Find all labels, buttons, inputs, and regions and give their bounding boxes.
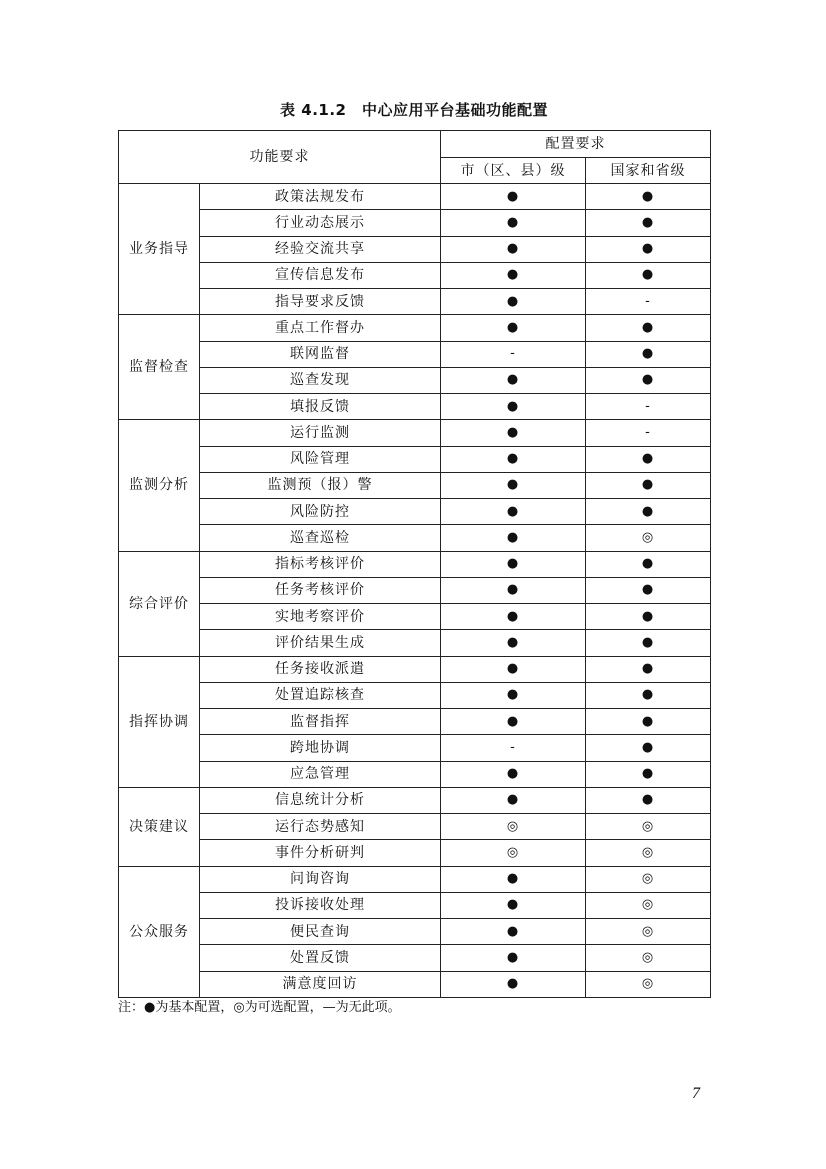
national-level-cell: ●: [586, 236, 711, 262]
city-level-cell: ●: [441, 236, 586, 262]
city-level-cell: ◎: [441, 840, 586, 866]
function-cell: 实地考察评价: [200, 604, 441, 630]
national-level-header: 国家和省级: [586, 158, 711, 184]
table-row: [119, 866, 711, 892]
national-level-cell: ●: [586, 787, 711, 813]
national-level-cell: ●: [586, 315, 711, 341]
city-level-cell: ●: [441, 761, 586, 787]
national-level-cell: ●: [586, 577, 711, 603]
national-level-cell: -: [586, 394, 711, 420]
national-level-cell: ●: [586, 210, 711, 236]
city-level-cell: ●: [441, 315, 586, 341]
function-cell: 事件分析研判: [200, 840, 441, 866]
function-cell: 运行态势感知: [200, 814, 441, 840]
header-row: [119, 131, 711, 158]
table-row: [119, 420, 711, 446]
category-cell: 监测分析: [119, 420, 200, 551]
function-cell: 评价结果生成: [200, 630, 441, 656]
category-cell: 指挥协调: [119, 656, 200, 787]
function-cell: 巡查巡检: [200, 525, 441, 551]
table-row: [119, 525, 711, 551]
function-cell: 投诉接收处理: [200, 892, 441, 918]
function-cell: 行业动态展示: [200, 210, 441, 236]
city-level-cell: ●: [441, 184, 586, 210]
function-cell: 监测预（报）警: [200, 472, 441, 498]
national-level-cell: -: [586, 420, 711, 446]
table-row: [119, 499, 711, 525]
city-level-cell: ●: [441, 446, 586, 472]
city-level-cell: ●: [441, 787, 586, 813]
function-cell: 宣传信息发布: [200, 262, 441, 288]
function-cell: 应急管理: [200, 761, 441, 787]
category-cell: 公众服务: [119, 866, 200, 997]
page-number: 7: [692, 1085, 700, 1102]
city-level-cell: ●: [441, 971, 586, 997]
function-cell: 处置追踪核查: [200, 682, 441, 708]
national-level-cell: ◎: [586, 866, 711, 892]
city-level-cell: ●: [441, 892, 586, 918]
table-row: [119, 735, 711, 761]
table-row: [119, 761, 711, 787]
table-row: [119, 262, 711, 288]
function-cell: 指导要求反馈: [200, 289, 441, 315]
city-level-cell: ●: [441, 709, 586, 735]
city-level-cell: ●: [441, 525, 586, 551]
table-row: [119, 394, 711, 420]
national-level-cell: ●: [586, 735, 711, 761]
national-level-cell: ●: [586, 472, 711, 498]
table-row: [119, 814, 711, 840]
city-level-cell: ●: [441, 630, 586, 656]
table-row: [119, 367, 711, 393]
function-cell: 风险防控: [200, 499, 441, 525]
national-level-cell: ●: [586, 682, 711, 708]
config-requirement-header: 配置要求: [441, 131, 711, 158]
national-level-cell: ◎: [586, 892, 711, 918]
table-row: [119, 472, 711, 498]
table-row: [119, 604, 711, 630]
table-row: [119, 656, 711, 682]
national-level-cell: ◎: [586, 814, 711, 840]
category-cell: 业务指导: [119, 184, 200, 315]
national-level-cell: ●: [586, 630, 711, 656]
function-cell: 满意度回访: [200, 971, 441, 997]
table-row: [119, 551, 711, 577]
city-level-cell: ●: [441, 551, 586, 577]
table-row: [119, 446, 711, 472]
city-level-cell: ●: [441, 262, 586, 288]
table-row: [119, 787, 711, 813]
function-cell: 巡查发现: [200, 367, 441, 393]
national-level-cell: ●: [586, 604, 711, 630]
city-level-cell: ●: [441, 656, 586, 682]
national-level-cell: ◎: [586, 525, 711, 551]
national-level-cell: ●: [586, 656, 711, 682]
function-cell: 政策法规发布: [200, 184, 441, 210]
table-row: [119, 945, 711, 971]
table-row: [119, 341, 711, 367]
table-row: [119, 315, 711, 341]
function-cell: 重点工作督办: [200, 315, 441, 341]
city-level-cell: ◎: [441, 814, 586, 840]
table-row: [119, 289, 711, 315]
national-level-cell: ●: [586, 262, 711, 288]
city-level-cell: -: [441, 341, 586, 367]
national-level-cell: ●: [586, 446, 711, 472]
table-note: 注：●为基本配置，◎为可选配置，—为无此项。: [118, 1000, 401, 1015]
function-cell: 经验交流共享: [200, 236, 441, 262]
city-level-cell: ●: [441, 577, 586, 603]
city-level-cell: ●: [441, 210, 586, 236]
function-requirement-header: 功能要求: [119, 131, 441, 184]
city-level-cell: ●: [441, 919, 586, 945]
national-level-cell: ◎: [586, 971, 711, 997]
function-cell: 填报反馈: [200, 394, 441, 420]
city-level-cell: ●: [441, 604, 586, 630]
function-cell: 联网监督: [200, 341, 441, 367]
table-row: [119, 971, 711, 997]
category-cell: 综合评价: [119, 551, 200, 656]
function-cell: 跨地协调: [200, 735, 441, 761]
function-cell: 任务考核评价: [200, 577, 441, 603]
category-cell: 监督检查: [119, 315, 200, 420]
function-cell: 问询咨询: [200, 866, 441, 892]
table-row: [119, 709, 711, 735]
national-level-cell: ●: [586, 761, 711, 787]
function-cell: 监督指挥: [200, 709, 441, 735]
city-level-cell: ●: [441, 394, 586, 420]
national-level-cell: ●: [586, 341, 711, 367]
national-level-cell: ◎: [586, 919, 711, 945]
function-cell: 便民查询: [200, 919, 441, 945]
national-level-cell: ◎: [586, 840, 711, 866]
city-level-header: 市（区、县）级: [441, 158, 586, 184]
function-cell: 风险管理: [200, 446, 441, 472]
table-row: [119, 892, 711, 918]
table-title: 表 4.1.2 中心应用平台基础功能配置: [280, 101, 548, 119]
table-row: [119, 184, 711, 210]
city-level-cell: -: [441, 735, 586, 761]
category-cell: 决策建议: [119, 787, 200, 866]
table-row: [119, 682, 711, 708]
national-level-cell: ●: [586, 709, 711, 735]
table-row: [119, 210, 711, 236]
city-level-cell: ●: [441, 420, 586, 446]
table-row: [119, 236, 711, 262]
function-cell: 运行监测: [200, 420, 441, 446]
function-cell: 处置反馈: [200, 945, 441, 971]
city-level-cell: ●: [441, 682, 586, 708]
national-level-cell: ●: [586, 499, 711, 525]
table-row: [119, 577, 711, 603]
national-level-cell: -: [586, 289, 711, 315]
national-level-cell: ●: [586, 184, 711, 210]
table-row: [119, 840, 711, 866]
config-table: [118, 130, 711, 998]
city-level-cell: ●: [441, 367, 586, 393]
table-row: [119, 630, 711, 656]
function-cell: 信息统计分析: [200, 787, 441, 813]
national-level-cell: ◎: [586, 945, 711, 971]
national-level-cell: ●: [586, 367, 711, 393]
city-level-cell: ●: [441, 499, 586, 525]
function-cell: 指标考核评价: [200, 551, 441, 577]
table-row: [119, 919, 711, 945]
city-level-cell: ●: [441, 289, 586, 315]
city-level-cell: ●: [441, 866, 586, 892]
national-level-cell: ●: [586, 551, 711, 577]
city-level-cell: ●: [441, 472, 586, 498]
city-level-cell: ●: [441, 945, 586, 971]
function-cell: 任务接收派遣: [200, 656, 441, 682]
